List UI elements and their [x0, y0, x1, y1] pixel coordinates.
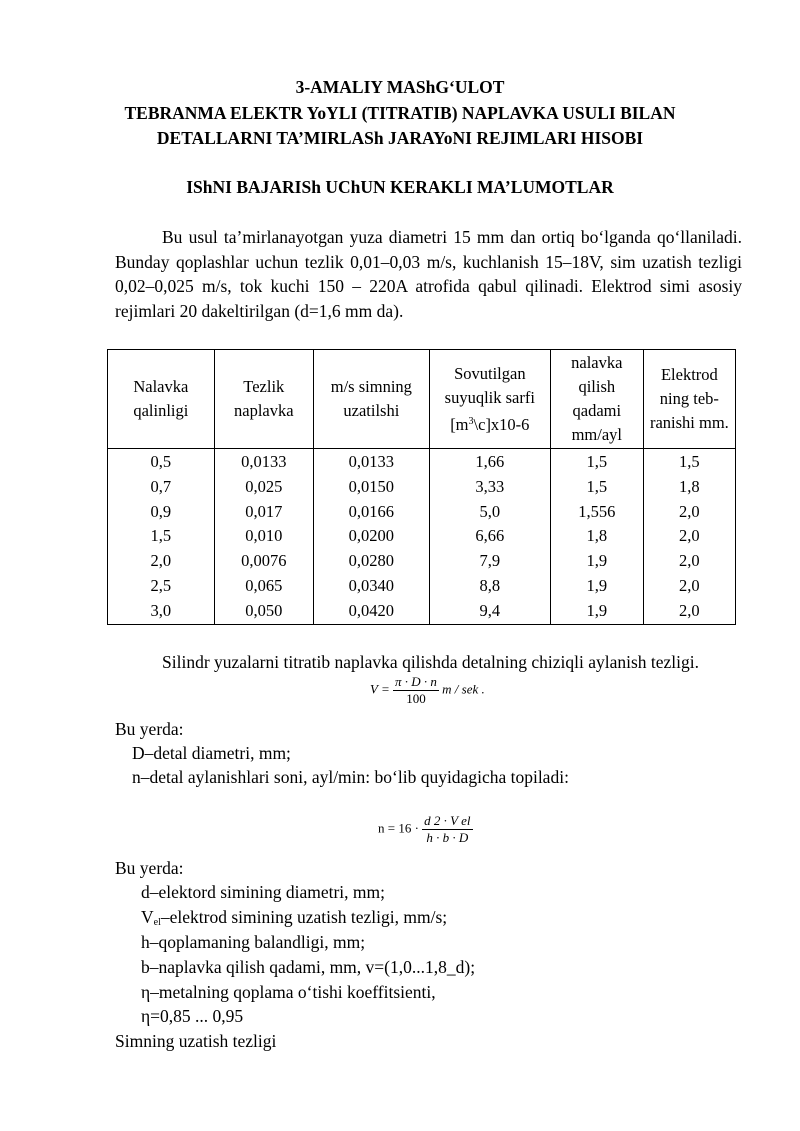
formula-velocity-unit: m / sek .: [442, 681, 485, 697]
table-row: [108, 475, 736, 500]
table-cell: 2,0: [643, 599, 735, 624]
table-cell: 1,9: [550, 574, 643, 599]
where-item-diameter: D–detal diametri, mm;: [132, 743, 291, 763]
table-cell: 5,0: [429, 500, 550, 525]
feed-speed-subscript: el: [153, 917, 161, 928]
table-cell: 0,9: [108, 500, 215, 525]
formula-velocity-lhs: V =: [370, 681, 390, 697]
table-cell: 0,0076: [214, 549, 313, 574]
table-cell: 0,0340: [313, 574, 429, 599]
table-cell: 2,0: [108, 549, 215, 574]
where-item-efficiency: η–metalning qoplama o‘tishi koeffitsienti,: [141, 982, 436, 1002]
where-item-height: h–qoplamaning balandligi, mm;: [141, 932, 366, 952]
header-col4-superscript: 3: [468, 415, 474, 427]
formula-velocity-denominator: 100: [406, 691, 426, 706]
table-row: [108, 449, 736, 475]
where-label-1: Bu yerda:: [115, 719, 184, 739]
table-cell: 0,0133: [214, 449, 313, 475]
header-qilish-qadami: nalavka qilish qadami mm/ayl: [550, 350, 643, 449]
table-cell: 0,0280: [313, 549, 429, 574]
formula-velocity: [370, 674, 485, 707]
table-cell: 0,025: [214, 475, 313, 500]
table-cell: 0,0150: [313, 475, 429, 500]
feed-speed-text: –elektrod simining uzatish tezligi, mm/s;: [160, 907, 448, 927]
formula-velocity-numerator: π · D · n: [394, 674, 437, 689]
formula-revolutions-lhs: n = 16 ·: [378, 820, 419, 836]
table-cell: 0,0420: [313, 599, 429, 624]
table-cell: 0,065: [214, 574, 313, 599]
header-tezlik-naplavka: Tezlik naplavka: [214, 350, 313, 449]
where-item-efficiency-value: η=0,85 ... 0,95: [141, 1006, 244, 1026]
table-cell: 1,8: [643, 475, 735, 500]
table-cell: 0,017: [214, 500, 313, 525]
header-col4-text-end: \c]x10-6: [473, 414, 530, 434]
title-line-1: 3-AMALIY MAShG‘ULOT: [295, 77, 505, 97]
table-cell: 0,0133: [313, 449, 429, 475]
header-elektrod-tebranishi: Elektrod ning teb-ranishi mm.: [643, 350, 735, 449]
table-cell: 1,5: [108, 524, 215, 549]
table-cell: 0,5: [108, 449, 215, 475]
table-cell: 1,5: [643, 449, 735, 475]
table-header-row: [108, 350, 736, 449]
table-cell: 1,556: [550, 500, 643, 525]
regime-table: [107, 349, 736, 625]
table-cell: 1,8: [550, 524, 643, 549]
intro-paragraph: Bu usul ta’mirlanayotgan yuza diametri 15 mm dan ortiq bo‘lganda qo‘llaniladi. Bunday qoplashlar uchun tezlik 0,01–0,03 m/s, kuchlanish 15–18V, sim uzatish tezligi 0,02–0,025 m/s, tok kuchi 150 – 220A atrofida qabul qilinadi. Elektrod simi asosiy rejimlari 20 dakeltirilgan (d=1,6 mm da).: [115, 227, 742, 321]
formula-velocity-fraction: [393, 674, 439, 707]
table-cell: 1,9: [550, 599, 643, 624]
table-cell: 1,5: [550, 449, 643, 475]
where-item-step: b–naplavka qilish qadami, mm, v=(1,0...1,8_d);: [141, 957, 476, 977]
feed-speed-symbol: V: [141, 907, 154, 927]
table-cell: 0,0166: [313, 500, 429, 525]
table-row: [108, 500, 736, 525]
table-cell: 7,9: [429, 549, 550, 574]
table-row: [108, 524, 736, 549]
table-cell: 6,66: [429, 524, 550, 549]
table-cell: 1,9: [550, 549, 643, 574]
where-item-electrode-diameter: d–elektord simining diametri, mm;: [141, 882, 385, 902]
where-item-revolutions: n–detal aylanishlari soni, ayl/min: bo‘lib quyidagicha topiladi:: [132, 767, 569, 787]
table-cell: 0,050: [214, 599, 313, 624]
table-cell: 8,8: [429, 574, 550, 599]
section-title: IShNI BAJARISh UChUN KERAKLI MA’LUMOTLAR: [186, 177, 614, 197]
table-row: [108, 549, 736, 574]
closing-line: Simning uzatish tezligi: [115, 1031, 277, 1051]
formula-revolutions-fraction: [422, 813, 472, 846]
table-cell: 1,66: [429, 449, 550, 475]
header-nalavka-qalinligi: Nalavka qalinligi: [108, 350, 215, 449]
table-cell: 2,0: [643, 574, 735, 599]
formula-revolutions-denominator: h · b · D: [426, 830, 469, 845]
table-cell: 9,4: [429, 599, 550, 624]
table-cell: 3,0: [108, 599, 215, 624]
formula-revolutions-numerator: d 2 · V el: [424, 813, 471, 828]
header-col4-text: Sovutilgan suyuqlik sarfi [m: [444, 363, 535, 434]
table-cell: 1,5: [550, 475, 643, 500]
title-line-2: TEBRANMA ELEKTR YoYLI (TITRATIB) NAPLAVKA USULI BILAN: [124, 103, 676, 123]
table-cell: 2,0: [643, 524, 735, 549]
where-label-2: Bu yerda:: [115, 858, 184, 878]
table-cell: 3,33: [429, 475, 550, 500]
table-cell: 0,0200: [313, 524, 429, 549]
table-row: [108, 574, 736, 599]
table-row: [108, 599, 736, 624]
formula-revolutions: [378, 813, 473, 846]
table-cell: 0,010: [214, 524, 313, 549]
table-cell: 2,5: [108, 574, 215, 599]
header-sovutilgan-suyuqlik: [429, 350, 550, 449]
title-line-3: DETALLARNI TA’MIRLASh JARAYoNI REJIMLARI HISOBI: [156, 128, 644, 148]
table-cell: 2,0: [643, 549, 735, 574]
header-sim-uzatilshi: m/s simning uzatilshi: [313, 350, 429, 449]
cylinder-sentence: Silindr yuzalarni titratib naplavka qilishda detalning chiziqli aylanish tezligi.: [162, 652, 700, 672]
table-cell: 0,7: [108, 475, 215, 500]
table-cell: 2,0: [643, 500, 735, 525]
